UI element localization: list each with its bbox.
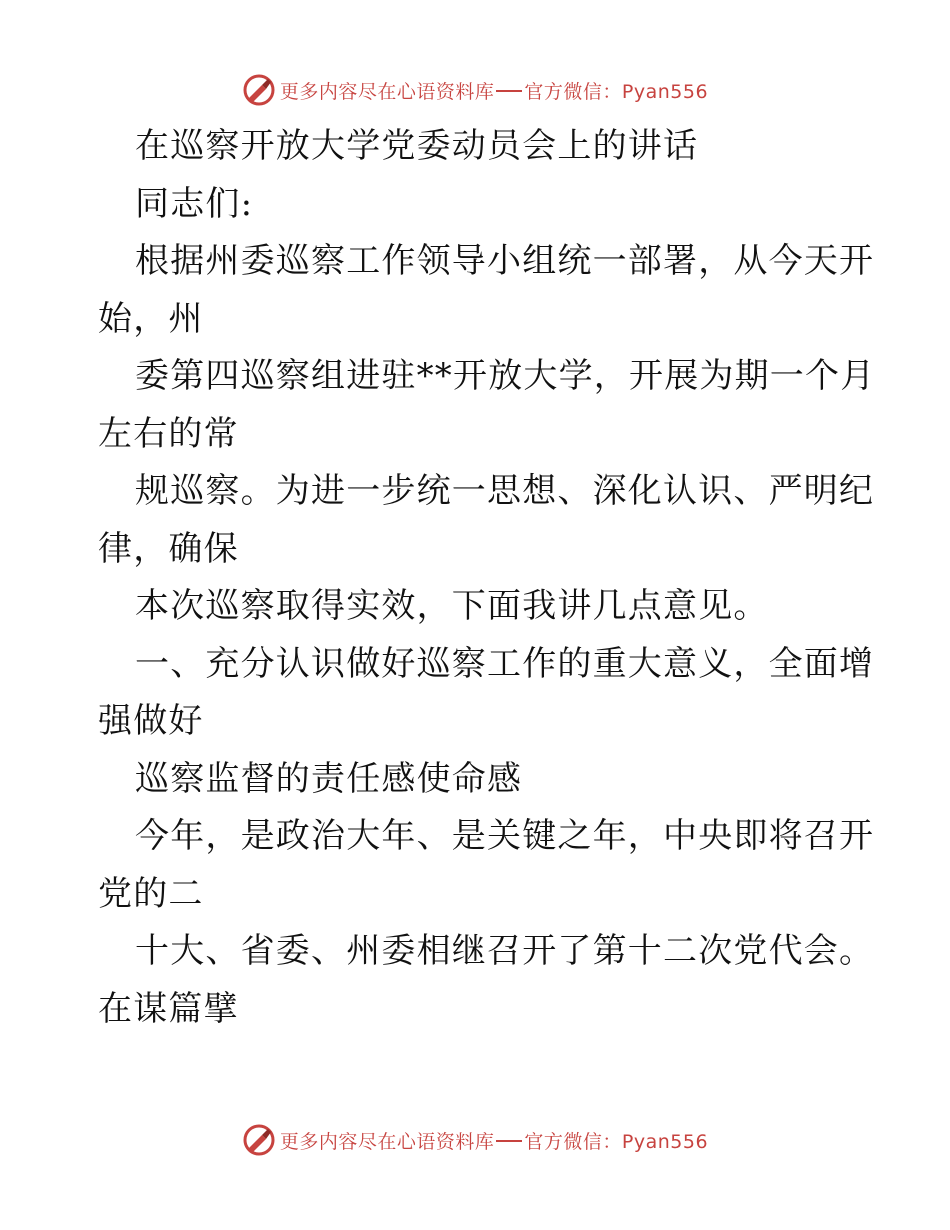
text-line: 十大、省委、州委相继召开了第十二次党代会。: [135, 931, 875, 971]
document-body: [98, 118, 876, 1038]
pen-circle-icon: [242, 73, 276, 107]
text-line: 委第四巡察组进驻**开放大学，开展为期一个月: [135, 356, 876, 396]
text-line: 规巡察。为进一步统一思想、深化认识、严明纪: [135, 471, 875, 511]
text-line: 本次巡察取得实效，下面我讲几点意见。: [135, 586, 769, 626]
text-line: 在谋篇擘: [98, 988, 239, 1029]
text-line: 根据州委巡察工作领导小组统一部署，从今天开: [135, 241, 875, 281]
text-line: 左右的常: [98, 413, 239, 454]
header-banner-text: 更多内容尽在心语资料库 官方微信：Pyan556: [279, 80, 709, 103]
banner-dash: [496, 90, 522, 92]
text-line: 强做好: [98, 701, 204, 741]
text-line: 今年，是政治大年、是关键之年，中央即将召开: [135, 816, 875, 856]
text-line: 同志们:: [135, 183, 254, 224]
text-line: 律，确保: [98, 528, 239, 569]
pen-circle-icon: [242, 1123, 276, 1157]
text-line: 在巡察开放大学党委动员会上的讲话: [135, 126, 699, 166]
footer-banner: [0, 1120, 950, 1160]
text-line: 始，州: [98, 298, 204, 339]
banner-dash: [496, 1140, 522, 1142]
footer-banner-text: 更多内容尽在心语资料库 官方微信：Pyan556: [279, 1130, 709, 1153]
text-line: 巡察监督的责任感使命感: [135, 758, 523, 799]
text-line: 一、充分认识做好巡察工作的重大意义，全面增: [135, 643, 875, 684]
header-banner: [0, 70, 950, 110]
text-line: 党的二: [98, 873, 204, 914]
